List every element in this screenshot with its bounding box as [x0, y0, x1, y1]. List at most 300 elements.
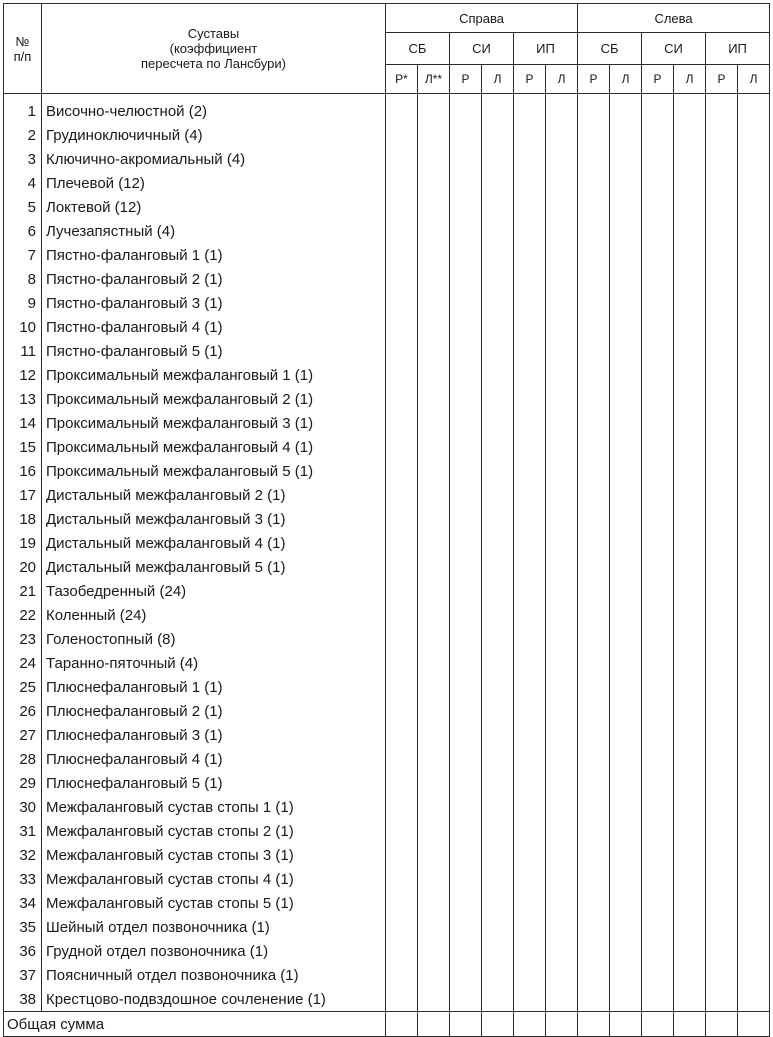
score-cell[interactable]	[386, 243, 418, 267]
score-cell[interactable]	[578, 867, 610, 891]
score-cell[interactable]	[450, 915, 482, 939]
score-cell[interactable]	[418, 411, 450, 435]
score-cell[interactable]	[610, 579, 642, 603]
score-cell[interactable]	[674, 267, 706, 291]
score-cell[interactable]	[706, 219, 738, 243]
score-cell[interactable]	[514, 531, 546, 555]
score-cell[interactable]	[674, 411, 706, 435]
score-cell[interactable]	[674, 867, 706, 891]
score-cell[interactable]	[418, 843, 450, 867]
score-cell[interactable]	[610, 843, 642, 867]
score-cell[interactable]	[386, 651, 418, 675]
score-cell[interactable]	[578, 915, 610, 939]
score-cell[interactable]	[450, 99, 482, 123]
score-cell[interactable]	[418, 99, 450, 123]
score-cell[interactable]	[482, 747, 514, 771]
score-cell[interactable]	[610, 723, 642, 747]
score-cell[interactable]	[706, 771, 738, 795]
total-cell[interactable]	[418, 1012, 450, 1037]
score-cell[interactable]	[706, 147, 738, 171]
score-cell[interactable]	[578, 963, 610, 987]
score-cell[interactable]	[738, 99, 770, 123]
score-cell[interactable]	[514, 339, 546, 363]
score-cell[interactable]	[546, 723, 578, 747]
score-cell[interactable]	[738, 171, 770, 195]
score-cell[interactable]	[546, 531, 578, 555]
score-cell[interactable]	[706, 171, 738, 195]
score-cell[interactable]	[738, 435, 770, 459]
score-cell[interactable]	[674, 363, 706, 387]
score-cell[interactable]	[546, 363, 578, 387]
score-cell[interactable]	[418, 363, 450, 387]
score-cell[interactable]	[418, 291, 450, 315]
score-cell[interactable]	[482, 699, 514, 723]
score-cell[interactable]	[610, 507, 642, 531]
score-cell[interactable]	[514, 891, 546, 915]
score-cell[interactable]	[706, 915, 738, 939]
score-cell[interactable]	[610, 435, 642, 459]
score-cell[interactable]	[738, 795, 770, 819]
score-cell[interactable]	[642, 267, 674, 291]
total-cell[interactable]	[514, 1012, 546, 1037]
score-cell[interactable]	[738, 771, 770, 795]
score-cell[interactable]	[482, 171, 514, 195]
score-cell[interactable]	[674, 819, 706, 843]
score-cell[interactable]	[674, 675, 706, 699]
score-cell[interactable]	[386, 915, 418, 939]
score-cell[interactable]	[418, 387, 450, 411]
score-cell[interactable]	[418, 339, 450, 363]
score-cell[interactable]	[642, 363, 674, 387]
score-cell[interactable]	[674, 771, 706, 795]
score-cell[interactable]	[674, 147, 706, 171]
score-cell[interactable]	[674, 435, 706, 459]
score-cell[interactable]	[578, 675, 610, 699]
score-cell[interactable]	[418, 555, 450, 579]
score-cell[interactable]	[738, 651, 770, 675]
score-cell[interactable]	[450, 387, 482, 411]
score-cell[interactable]	[482, 387, 514, 411]
score-cell[interactable]	[546, 339, 578, 363]
score-cell[interactable]	[482, 651, 514, 675]
score-cell[interactable]	[514, 459, 546, 483]
score-cell[interactable]	[546, 387, 578, 411]
score-cell[interactable]	[706, 411, 738, 435]
score-cell[interactable]	[514, 507, 546, 531]
score-cell[interactable]	[386, 867, 418, 891]
score-cell[interactable]	[706, 819, 738, 843]
score-cell[interactable]	[674, 723, 706, 747]
score-cell[interactable]	[482, 219, 514, 243]
score-cell[interactable]	[514, 315, 546, 339]
score-cell[interactable]	[578, 891, 610, 915]
score-cell[interactable]	[450, 291, 482, 315]
score-cell[interactable]	[610, 171, 642, 195]
score-cell[interactable]	[674, 315, 706, 339]
score-cell[interactable]	[450, 435, 482, 459]
score-cell[interactable]	[674, 939, 706, 963]
score-cell[interactable]	[386, 219, 418, 243]
score-cell[interactable]	[386, 819, 418, 843]
score-cell[interactable]	[418, 627, 450, 651]
score-cell[interactable]	[546, 651, 578, 675]
score-cell[interactable]	[482, 627, 514, 651]
score-cell[interactable]	[674, 963, 706, 987]
score-cell[interactable]	[450, 219, 482, 243]
score-cell[interactable]	[674, 171, 706, 195]
score-cell[interactable]	[642, 579, 674, 603]
score-cell[interactable]	[546, 843, 578, 867]
score-cell[interactable]	[642, 315, 674, 339]
score-cell[interactable]	[514, 987, 546, 1012]
score-cell[interactable]	[706, 555, 738, 579]
score-cell[interactable]	[610, 147, 642, 171]
score-cell[interactable]	[482, 315, 514, 339]
score-cell[interactable]	[482, 291, 514, 315]
score-cell[interactable]	[514, 699, 546, 723]
score-cell[interactable]	[738, 579, 770, 603]
score-cell[interactable]	[514, 867, 546, 891]
score-cell[interactable]	[450, 627, 482, 651]
score-cell[interactable]	[706, 603, 738, 627]
score-cell[interactable]	[706, 507, 738, 531]
score-cell[interactable]	[738, 195, 770, 219]
score-cell[interactable]	[546, 219, 578, 243]
score-cell[interactable]	[738, 555, 770, 579]
score-cell[interactable]	[610, 531, 642, 555]
score-cell[interactable]	[578, 267, 610, 291]
score-cell[interactable]	[482, 819, 514, 843]
score-cell[interactable]	[482, 723, 514, 747]
score-cell[interactable]	[418, 531, 450, 555]
score-cell[interactable]	[738, 291, 770, 315]
score-cell[interactable]	[546, 867, 578, 891]
score-cell[interactable]	[386, 195, 418, 219]
score-cell[interactable]	[450, 531, 482, 555]
score-cell[interactable]	[450, 963, 482, 987]
score-cell[interactable]	[706, 987, 738, 1012]
score-cell[interactable]	[418, 939, 450, 963]
score-cell[interactable]	[706, 267, 738, 291]
score-cell[interactable]	[578, 99, 610, 123]
score-cell[interactable]	[578, 987, 610, 1012]
score-cell[interactable]	[642, 627, 674, 651]
score-cell[interactable]	[546, 435, 578, 459]
score-cell[interactable]	[578, 387, 610, 411]
score-cell[interactable]	[386, 771, 418, 795]
score-cell[interactable]	[642, 243, 674, 267]
score-cell[interactable]	[674, 579, 706, 603]
score-cell[interactable]	[578, 819, 610, 843]
total-cell[interactable]	[706, 1012, 738, 1037]
score-cell[interactable]	[418, 459, 450, 483]
score-cell[interactable]	[610, 243, 642, 267]
score-cell[interactable]	[546, 747, 578, 771]
score-cell[interactable]	[482, 411, 514, 435]
score-cell[interactable]	[386, 363, 418, 387]
score-cell[interactable]	[386, 699, 418, 723]
score-cell[interactable]	[514, 387, 546, 411]
score-cell[interactable]	[642, 555, 674, 579]
score-cell[interactable]	[514, 99, 546, 123]
score-cell[interactable]	[578, 147, 610, 171]
score-cell[interactable]	[610, 795, 642, 819]
score-cell[interactable]	[418, 867, 450, 891]
score-cell[interactable]	[386, 843, 418, 867]
score-cell[interactable]	[482, 843, 514, 867]
score-cell[interactable]	[642, 843, 674, 867]
score-cell[interactable]	[610, 675, 642, 699]
score-cell[interactable]	[674, 627, 706, 651]
score-cell[interactable]	[642, 195, 674, 219]
score-cell[interactable]	[578, 723, 610, 747]
score-cell[interactable]	[418, 123, 450, 147]
score-cell[interactable]	[738, 723, 770, 747]
score-cell[interactable]	[450, 795, 482, 819]
score-cell[interactable]	[642, 123, 674, 147]
score-cell[interactable]	[514, 267, 546, 291]
score-cell[interactable]	[610, 291, 642, 315]
score-cell[interactable]	[482, 675, 514, 699]
score-cell[interactable]	[482, 507, 514, 531]
score-cell[interactable]	[450, 603, 482, 627]
score-cell[interactable]	[610, 483, 642, 507]
score-cell[interactable]	[482, 939, 514, 963]
score-cell[interactable]	[674, 915, 706, 939]
score-cell[interactable]	[418, 675, 450, 699]
score-cell[interactable]	[578, 243, 610, 267]
score-cell[interactable]	[610, 363, 642, 387]
score-cell[interactable]	[706, 243, 738, 267]
score-cell[interactable]	[738, 411, 770, 435]
score-cell[interactable]	[706, 963, 738, 987]
score-cell[interactable]	[738, 675, 770, 699]
score-cell[interactable]	[386, 747, 418, 771]
total-cell[interactable]	[578, 1012, 610, 1037]
score-cell[interactable]	[514, 579, 546, 603]
score-cell[interactable]	[514, 555, 546, 579]
score-cell[interactable]	[578, 507, 610, 531]
score-cell[interactable]	[578, 339, 610, 363]
score-cell[interactable]	[546, 963, 578, 987]
score-cell[interactable]	[578, 555, 610, 579]
score-cell[interactable]	[738, 867, 770, 891]
score-cell[interactable]	[706, 483, 738, 507]
score-cell[interactable]	[482, 579, 514, 603]
score-cell[interactable]	[546, 147, 578, 171]
score-cell[interactable]	[386, 795, 418, 819]
total-cell[interactable]	[450, 1012, 482, 1037]
score-cell[interactable]	[418, 171, 450, 195]
score-cell[interactable]	[706, 939, 738, 963]
score-cell[interactable]	[386, 387, 418, 411]
score-cell[interactable]	[386, 963, 418, 987]
score-cell[interactable]	[642, 819, 674, 843]
score-cell[interactable]	[418, 435, 450, 459]
score-cell[interactable]	[514, 123, 546, 147]
score-cell[interactable]	[386, 483, 418, 507]
score-cell[interactable]	[706, 123, 738, 147]
score-cell[interactable]	[642, 483, 674, 507]
score-cell[interactable]	[738, 963, 770, 987]
score-cell[interactable]	[386, 99, 418, 123]
score-cell[interactable]	[738, 939, 770, 963]
score-cell[interactable]	[706, 387, 738, 411]
score-cell[interactable]	[738, 243, 770, 267]
score-cell[interactable]	[578, 459, 610, 483]
score-cell[interactable]	[386, 171, 418, 195]
score-cell[interactable]	[450, 819, 482, 843]
score-cell[interactable]	[610, 411, 642, 435]
score-cell[interactable]	[642, 219, 674, 243]
score-cell[interactable]	[578, 579, 610, 603]
total-cell[interactable]	[386, 1012, 418, 1037]
score-cell[interactable]	[610, 651, 642, 675]
score-cell[interactable]	[642, 147, 674, 171]
score-cell[interactable]	[738, 699, 770, 723]
score-cell[interactable]	[578, 771, 610, 795]
score-cell[interactable]	[418, 219, 450, 243]
score-cell[interactable]	[674, 747, 706, 771]
score-cell[interactable]	[514, 147, 546, 171]
score-cell[interactable]	[450, 555, 482, 579]
score-cell[interactable]	[642, 99, 674, 123]
score-cell[interactable]	[706, 843, 738, 867]
score-cell[interactable]	[578, 531, 610, 555]
score-cell[interactable]	[738, 459, 770, 483]
score-cell[interactable]	[418, 243, 450, 267]
score-cell[interactable]	[482, 363, 514, 387]
score-cell[interactable]	[546, 291, 578, 315]
score-cell[interactable]	[674, 99, 706, 123]
score-cell[interactable]	[450, 243, 482, 267]
score-cell[interactable]	[482, 339, 514, 363]
score-cell[interactable]	[610, 603, 642, 627]
score-cell[interactable]	[546, 699, 578, 723]
score-cell[interactable]	[482, 147, 514, 171]
score-cell[interactable]	[578, 435, 610, 459]
score-cell[interactable]	[514, 603, 546, 627]
score-cell[interactable]	[674, 555, 706, 579]
score-cell[interactable]	[738, 915, 770, 939]
score-cell[interactable]	[482, 483, 514, 507]
score-cell[interactable]	[482, 195, 514, 219]
score-cell[interactable]	[706, 363, 738, 387]
score-cell[interactable]	[418, 963, 450, 987]
score-cell[interactable]	[578, 747, 610, 771]
score-cell[interactable]	[610, 459, 642, 483]
score-cell[interactable]	[642, 291, 674, 315]
score-cell[interactable]	[546, 579, 578, 603]
score-cell[interactable]	[610, 891, 642, 915]
score-cell[interactable]	[610, 267, 642, 291]
score-cell[interactable]	[738, 603, 770, 627]
score-cell[interactable]	[546, 507, 578, 531]
score-cell[interactable]	[386, 723, 418, 747]
score-cell[interactable]	[482, 267, 514, 291]
score-cell[interactable]	[482, 123, 514, 147]
score-cell[interactable]	[578, 627, 610, 651]
score-cell[interactable]	[546, 939, 578, 963]
score-cell[interactable]	[386, 627, 418, 651]
score-cell[interactable]	[738, 147, 770, 171]
score-cell[interactable]	[738, 627, 770, 651]
score-cell[interactable]	[642, 339, 674, 363]
score-cell[interactable]	[706, 891, 738, 915]
score-cell[interactable]	[674, 387, 706, 411]
score-cell[interactable]	[674, 339, 706, 363]
score-cell[interactable]	[482, 963, 514, 987]
score-cell[interactable]	[514, 291, 546, 315]
score-cell[interactable]	[514, 939, 546, 963]
score-cell[interactable]	[706, 867, 738, 891]
score-cell[interactable]	[386, 291, 418, 315]
score-cell[interactable]	[514, 651, 546, 675]
score-cell[interactable]	[418, 603, 450, 627]
score-cell[interactable]	[674, 987, 706, 1012]
score-cell[interactable]	[450, 867, 482, 891]
score-cell[interactable]	[642, 675, 674, 699]
score-cell[interactable]	[514, 243, 546, 267]
score-cell[interactable]	[514, 627, 546, 651]
score-cell[interactable]	[450, 147, 482, 171]
score-cell[interactable]	[642, 867, 674, 891]
score-cell[interactable]	[546, 627, 578, 651]
score-cell[interactable]	[674, 459, 706, 483]
score-cell[interactable]	[514, 411, 546, 435]
score-cell[interactable]	[386, 603, 418, 627]
score-cell[interactable]	[514, 771, 546, 795]
score-cell[interactable]	[450, 363, 482, 387]
score-cell[interactable]	[418, 771, 450, 795]
score-cell[interactable]	[386, 147, 418, 171]
score-cell[interactable]	[450, 411, 482, 435]
score-cell[interactable]	[450, 939, 482, 963]
score-cell[interactable]	[514, 483, 546, 507]
score-cell[interactable]	[514, 363, 546, 387]
score-cell[interactable]	[482, 459, 514, 483]
score-cell[interactable]	[450, 891, 482, 915]
score-cell[interactable]	[674, 531, 706, 555]
score-cell[interactable]	[674, 243, 706, 267]
score-cell[interactable]	[418, 483, 450, 507]
score-cell[interactable]	[738, 507, 770, 531]
score-cell[interactable]	[706, 795, 738, 819]
score-cell[interactable]	[642, 699, 674, 723]
score-cell[interactable]	[450, 171, 482, 195]
score-cell[interactable]	[642, 411, 674, 435]
score-cell[interactable]	[578, 315, 610, 339]
score-cell[interactable]	[482, 795, 514, 819]
score-cell[interactable]	[674, 651, 706, 675]
score-cell[interactable]	[610, 915, 642, 939]
score-cell[interactable]	[706, 195, 738, 219]
score-cell[interactable]	[674, 699, 706, 723]
score-cell[interactable]	[738, 987, 770, 1012]
score-cell[interactable]	[674, 795, 706, 819]
score-cell[interactable]	[386, 939, 418, 963]
score-cell[interactable]	[578, 411, 610, 435]
score-cell[interactable]	[642, 915, 674, 939]
score-cell[interactable]	[514, 219, 546, 243]
score-cell[interactable]	[674, 603, 706, 627]
score-cell[interactable]	[610, 747, 642, 771]
score-cell[interactable]	[386, 339, 418, 363]
score-cell[interactable]	[514, 795, 546, 819]
score-cell[interactable]	[738, 267, 770, 291]
score-cell[interactable]	[418, 315, 450, 339]
score-cell[interactable]	[578, 195, 610, 219]
